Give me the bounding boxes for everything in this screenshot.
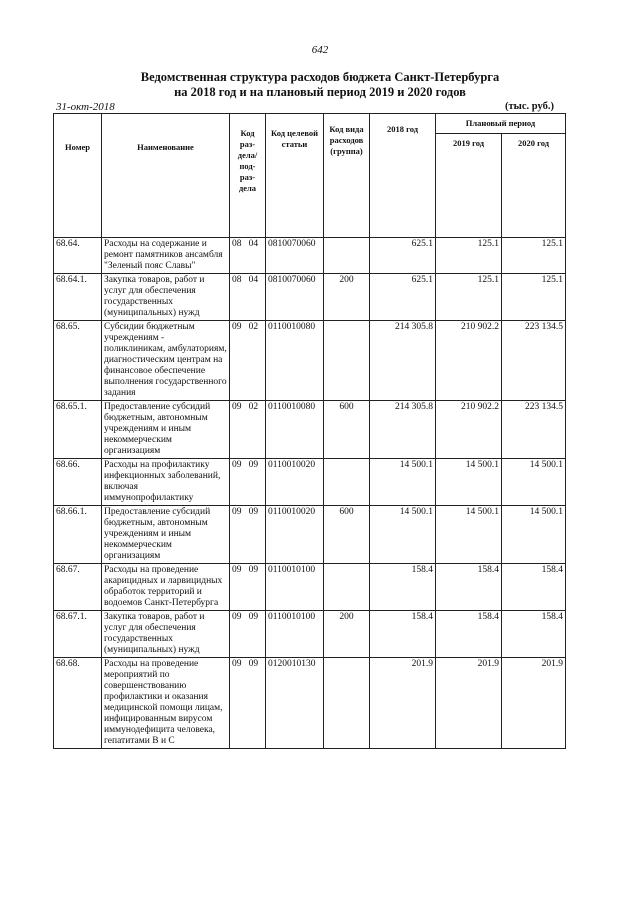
row-2020: 14 500.1 [502, 506, 566, 564]
table-row [54, 506, 566, 564]
row-section: 09 09 [230, 658, 266, 749]
row-expense-type [324, 459, 370, 506]
row-2020: 223 134.5 [502, 321, 566, 401]
row-section: 08 04 [230, 238, 266, 274]
document-title [0, 70, 640, 100]
row-2019: 14 500.1 [436, 506, 502, 564]
row-2018: 158.4 [370, 611, 436, 658]
row-2020: 125.1 [502, 274, 566, 321]
row-expense-type [324, 564, 370, 611]
row-number: 68.65.1. [54, 401, 102, 459]
row-2019: 125.1 [436, 274, 502, 321]
row-2019: 158.4 [436, 564, 502, 611]
row-2020: 158.4 [502, 564, 566, 611]
row-name: Предоставление субсидий бюджетным, автономным учреждениям и иным некоммерческим организациям [102, 506, 230, 564]
report-date: 31-окт-2018 [56, 101, 115, 113]
row-target: 0110010020 [266, 459, 324, 506]
header-2019: 2019 год [436, 134, 502, 238]
row-target: 0110010100 [266, 564, 324, 611]
row-section: 09 02 [230, 321, 266, 401]
row-2019: 14 500.1 [436, 459, 502, 506]
row-number: 68.66. [54, 459, 102, 506]
row-2018: 14 500.1 [370, 459, 436, 506]
header-name: Наименование [102, 114, 230, 238]
row-expense-type: 200 [324, 274, 370, 321]
header-2020: 2020 год [502, 134, 566, 238]
row-2018: 214 305.8 [370, 321, 436, 401]
row-section: 09 09 [230, 459, 266, 506]
row-expense-type: 600 [324, 401, 370, 459]
row-name: Расходы на профилактику инфекционных заболеваний, включая иммунопрофилактику [102, 459, 230, 506]
header-planned-period: Плановый период [436, 114, 566, 134]
row-2019: 210 902.2 [436, 321, 502, 401]
row-2020: 158.4 [502, 611, 566, 658]
row-2018: 625.1 [370, 238, 436, 274]
units-label: (тыс. руб.) [505, 101, 554, 112]
row-name: Закупка товаров, работ и услуг для обеспечения государственных (муниципальных) нужд [102, 274, 230, 321]
row-number: 68.66.1. [54, 506, 102, 564]
row-expense-type [324, 321, 370, 401]
row-expense-type [324, 658, 370, 749]
row-section: 09 02 [230, 401, 266, 459]
row-number: 68.67.1. [54, 611, 102, 658]
row-number: 68.68. [54, 658, 102, 749]
row-expense-type [324, 238, 370, 274]
row-name: Расходы на проведение мероприятий по совершенствованию профилактики и оказания медицинской помощи лицам, инфицированным вирусом иммунодефицита человека, гепатитами В и С [102, 658, 230, 749]
row-section: 09 09 [230, 506, 266, 564]
row-name: Субсидии бюджетным учреждениям - поликлиникам, амбулаториям, диагностическим центрам на финансовое обеспечение выполнения государственного задания [102, 321, 230, 401]
row-number: 68.65. [54, 321, 102, 401]
row-2020: 14 500.1 [502, 459, 566, 506]
row-2018: 14 500.1 [370, 506, 436, 564]
row-name: Закупка товаров, работ и услуг для обеспечения государственных (муниципальных) нужд [102, 611, 230, 658]
header-2018: 2018 год [370, 114, 436, 238]
row-2020: 125.1 [502, 238, 566, 274]
table-row [54, 611, 566, 658]
header-target: Код целевой статьи [266, 114, 324, 238]
row-section: 08 04 [230, 274, 266, 321]
row-expense-type: 600 [324, 506, 370, 564]
row-name: Расходы на проведение акарицидных и ларвицидных обработок территорий и водоемов Санкт-Петербурга [102, 564, 230, 611]
row-target: 0810070060 [266, 238, 324, 274]
row-2019: 210 902.2 [436, 401, 502, 459]
page-number: 642 [311, 44, 329, 56]
header-number: Номер [54, 114, 102, 238]
row-2019: 158.4 [436, 611, 502, 658]
row-number: 68.64.1. [54, 274, 102, 321]
row-2018: 214 305.8 [370, 401, 436, 459]
row-2019: 125.1 [436, 238, 502, 274]
row-2020: 201.9 [502, 658, 566, 749]
row-2020: 223 134.5 [502, 401, 566, 459]
row-2019: 201.9 [436, 658, 502, 749]
row-target: 0110010100 [266, 611, 324, 658]
row-target: 0120010130 [266, 658, 324, 749]
table-row [54, 321, 566, 401]
row-target: 0110010020 [266, 506, 324, 564]
table-row [54, 459, 566, 506]
row-name: Предоставление субсидий бюджетным, автономным учреждениям и иным некоммерческим организациям [102, 401, 230, 459]
budget-table [53, 113, 566, 749]
header-expense-type: Код вида расходов (группа) [324, 114, 370, 238]
header-section: Код раз-дела/ под-раз-дела [230, 114, 266, 238]
row-2018: 625.1 [370, 274, 436, 321]
table-row [54, 238, 566, 274]
row-2018: 201.9 [370, 658, 436, 749]
row-name: Расходы на содержание и ремонт памятников ансамбля "Зеленый пояс Славы" [102, 238, 230, 274]
title-line-1: Ведомственная структура расходов бюджета Санкт-Петербурга [140, 70, 500, 84]
row-expense-type: 200 [324, 611, 370, 658]
row-section: 09 09 [230, 611, 266, 658]
row-section: 09 09 [230, 564, 266, 611]
row-number: 68.64. [54, 238, 102, 274]
table-row [54, 401, 566, 459]
table-row [54, 564, 566, 611]
table-row [54, 274, 566, 321]
title-line-2: на 2018 год и на плановый период 2019 и 2020 годов [174, 85, 466, 99]
row-target: 0110010080 [266, 401, 324, 459]
row-number: 68.67. [54, 564, 102, 611]
row-target: 0110010080 [266, 321, 324, 401]
row-target: 0810070060 [266, 274, 324, 321]
table-body [54, 238, 566, 749]
row-2018: 158.4 [370, 564, 436, 611]
table-row [54, 658, 566, 749]
